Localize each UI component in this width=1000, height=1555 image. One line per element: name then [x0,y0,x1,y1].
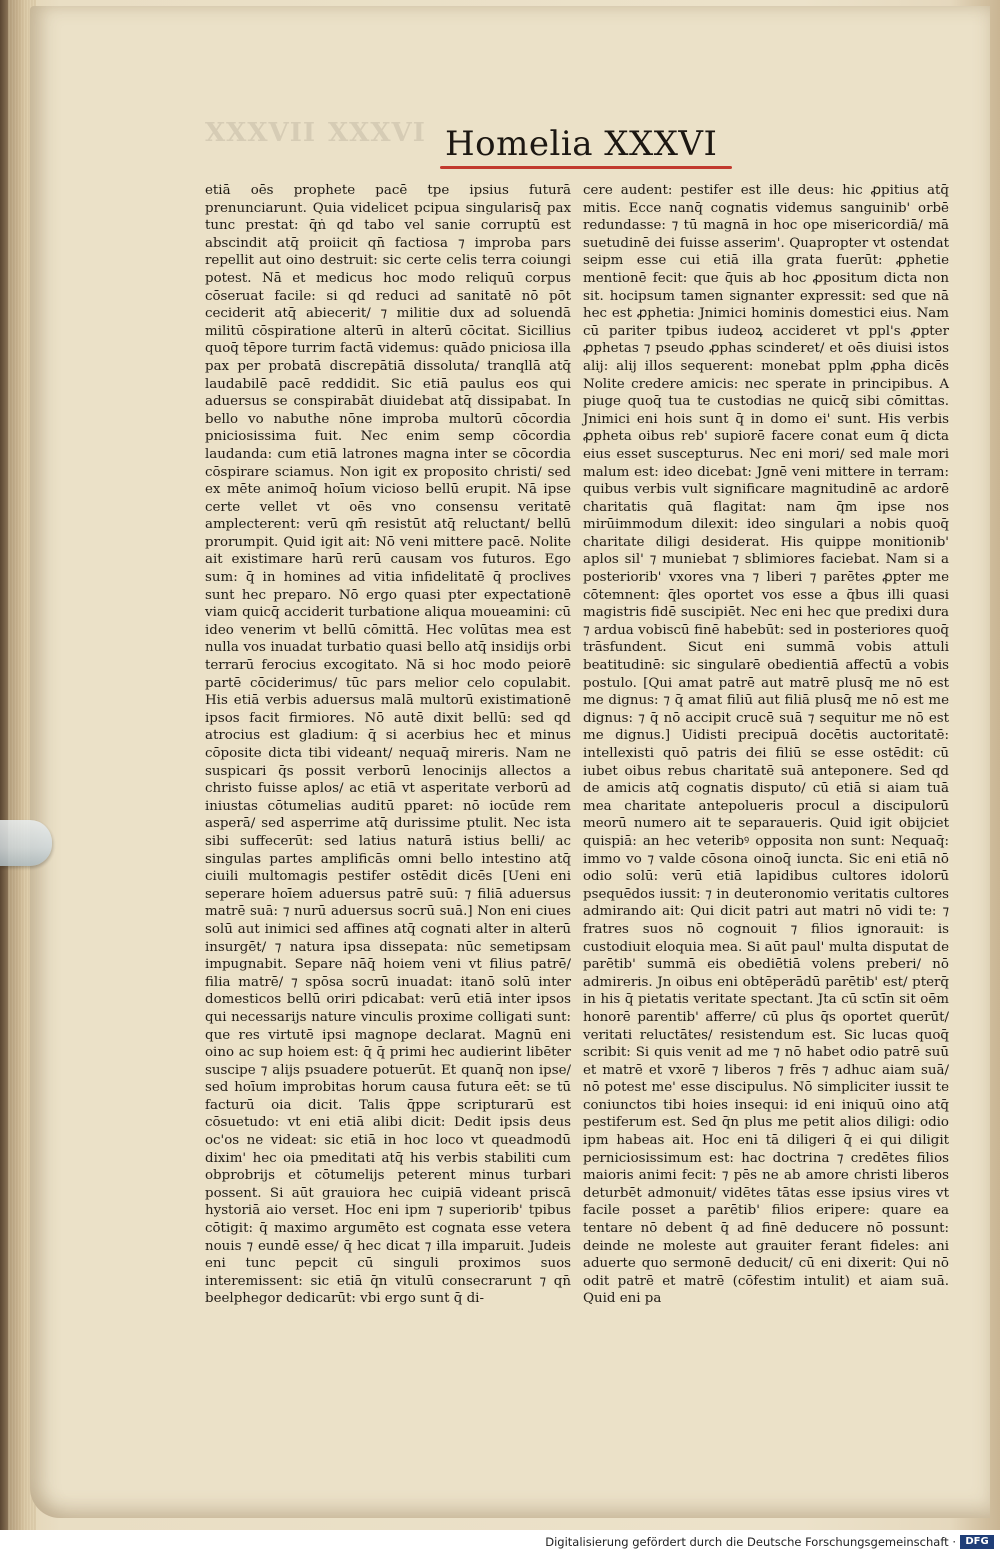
text-column-right [583,182,949,1307]
footer-bar [0,1530,1000,1555]
heading-red-underline [440,166,732,169]
text-column-left [205,182,571,1307]
show-through-text-left: XXXVII [205,118,317,148]
page-heading: Homelia XXXVI [445,124,718,164]
show-through-text-right: XXXVI [328,118,426,148]
column-right-text: cere audent: pestifer est ille deus: hic ꝓpitius atq̄ mitis. Ecce nanq̄ cognatis videmus sanguinib' orbē redundasse: ⁊ tū magnā in hoc ope misericordiā/ mā suetudinē dei fuisse asserim'. Quapropter vt ostendat seipm esse cui etiā illa grata fuerūt: ꝓphetie mentionē fecit: que q̄uis ab hoc ꝓpositum dicta non sit. hocipsum tamen signanter expressit: sed que nā hec est ꝓphetia: Jnimici hominis domestici eius. Nam cū pariter tpibus iudeoꝝ accideret vt ppl's ꝓpter ꝓphetas ⁊ pseudo ꝓphas scinderet/ et oēs diuisi istos alij: alij illos sequerent: monebat pplm ꝓpha dicēs Nolite credere amicis: nec sperate in principibus. A piuge quoq̄ tua te custodias ne quicq̄ sibi cōmittas. Jnimici eni hois sunt q̄ in domo ei' sunt. His verbis ꝓpheta oibus reb' supiorē facere conat eum q̄ dicta eius esset suscepturus. Nec eni mori/ sed male mori malum est: ideo dicebat: Jgnē veni mittere in terram: quibus verbis vult significare magnitudinē ac ardorē charitatis quā flagitat: nam q̄m ipse nos mirūimmodum dilexit: ideo singulari a nobis quoq̄ charitate diligi desiderat. His quippe monitionib' aplos sil' ⁊ muniebat ⁊ sblimiores faciebat. Nam si a posteriorib' vxores vna ⁊ liberi ⁊ parētes ꝓpter me cōtemnent: q̄les oportet vos esse a q̄bus illi quasi magistris fidē suscipiēt. Nec eni hec que predixi dura ⁊ ardua vobiscū finē habebūt: sed in posteriores quoq̄ trāsfundent. Sicut eni summā vobis attuli beatitudinē: sic singularē obedientiā affectū a vobis postulo. [Qui amat patrē aut matrē plusq̄ me nō est me dignus: ⁊ q̄ amat filiū aut filiā plusq̄ me nō est me dignus: ⁊ q̄ nō accipit crucē suā ⁊ sequitur me nō est me dignus.] Uidisti precipuā docētis auctoritatē: intellexisti quō patris dei filiū se esse ostēdit: cū iubet oibus rebus charitatē suā anteponere. Sed qd de amicis atq̄ cognatis disputo/ cū etiā si aiam tuā mea charitate antepolueris procul a discipulorū meorū numero ait te separaueris. Quid igit obijciet quispiā: an hec veteribꝰ opposita non sunt: Nequaq̄: immo vo ⁊ valde cōsona oinoq̄ iuncta. Sic eni etiā nō odio solū: verū etiā lapidibus cultores idolorū psequēdos iussit: ⁊ in deuteronomio veritatis cultores admirando ait: Qui dicit patri aut matri nō vidi te: ⁊ fratres suos nō cognouit ⁊ filios ignorauit: is custodiuit eloquia mea. Si aūt paul' multa disputat de parētib' summā eis obediētiā volens preberi/ nō admireris. Jn oibus eni obtēperādū parētib' est/ pterq̄ in his q̄ pietatis veritate spectant. Jta cū sctīn sit oēm honorē parentib' afferre/ cū plus q̄s oportet querūt/ veritati reluctātes/ resistendum est. Sic lucas quoq̄ scribit: Si quis venit ad me ⁊ nō habet odio patrē suū et matrē et vxorē ⁊ liberos ⁊ frēs ⁊ adhuc aiam suā/ nō potest me' esse discipulus. Nō simpliciter iussit te coniunctos tibi hoies insequi: id eni iniquū oino atq̄ pestiferum est. Sed q̄n plus me petit alios diligi: odio ipm habeas ait. Hoc eni tā diligeri q̄ ei qui diligit perniciosissimum est: hac doctrina ⁊ credētes filios maioris animi fecit: ⁊ pēs ne ab amore christi liberos deturbēt admonuit/ vidētes tātas esse ipsius vires vt facile posset a parētib' filios eripere: quare ea tentare nō debent q̄ ad finē deducere nō possunt: deinde ne moleste aut grauiter ferant fideles: ani aduerte quo sermonē deducit/ cū eni dixerit: Qui nō odit patrē et matrē (cōfestim intulit) et aiam suā. Quid eni pa [583,183,949,1307]
funding-credit: Digitalisierung gefördert durch die Deutsche Forschungsgemeinschaft · [545,1535,956,1549]
column-left-text: etiā oēs prophete pacē tpe ipsius futurā prenunciarunt. Quia videlicet pcipua singularisq̄ pax tunc prestat: q̄ṅ qd tabo vel sanie corruptū est abscindit atq̄ proiicit qn̄ factiosa ⁊ improba pars repellit aut oino destruit: sic certe celis terra coiungi potest. Nā et medicus hoc modo reliquū corpus cōseruat facile: si qd reduci ad sanitatē nō pōt ceciderit atq̄ abiecerit/ ⁊ militie dux ad soluendā militū cōspiratione alterū in alterū cōcitat. Sicillius quoq̄ tēpore turrim factā videmus: quādo pniciosa illa pax per probatā discrepātiā dissoluta/ tranqllā atq̄ laudabilē pacē reddidit. Sic etiā paulus eos qui aduersus se conspirabāt diuidebat atq̄ dissipabat. In bello vo nabuthe nōne improba multorū cōcordia pniciosissima fuit. Nec enim semp cōcordia laudanda: cum etiā latrones magna inter se cōcordia cōspirare sciamus. Non igit ex proposito christi/ sed ex mēte animoq̄ hoīum vicioso bellū erupit. Nā ipse certe vellet vt oēs vno consensu veritatē amplecterent: verū qm̄ resistūt atq̄ reluctant/ bellū prorumpit. Quid igit ait: Nō veni mittere pacē. Nolite ait existimare harū rerū causam vos futuros. Ego sum: q̄ in homines ad vitia infidelitatē q̄ proclives sunt hec preparo. Nō ergo quasi pter expectationē viam quicq̄ acciderit turbatione aliqua moueamini: cū ideo venerim vt bellū cōmittā. Hec volūtas mea est nulla vos inuadat turbatio quasi bello atq̄ insidijs orbi terrarū ferocius excogitato. Nā si hoc modo peiorē partē cōciderimus/ tūc pars melior celo copulabit. His etiā verbis aduersus malā multorū existimationē ipsos facit firmiores. Nō autē dixit bellū: sed qd atrocius est gladium: q̄ si acerbius hec et minus cōposite dicta tibi videant/ nequaq̄ mireris. Nam ne suspicari q̄s possit verborū lenocinijs allectos a christo fuisse aplos/ ac etiā vt asperitate verborū ad iniustas cōtumelias auditū pparet: nō iocūde rem asperā/ sed asperrime atq̄ durissime ptulit. Nec ista sibi suffecerūt: sed latius naturā istius belli/ ac singulas partes amplificās omni bello intestino atq̄ ciuili multomagis pestifer ostēdit dicēs [Ueni eni seperare hoīem aduersus patrē suū: ⁊ filiā aduersus matrē suā: ⁊ nurū aduersus socrū suā.] Non eni ciues solū aut inimici sed affines atq̄ cognati alter in alterū insurgēt/ ⁊ natura ipsa dissepata: nūc semetipsam impugnabit. Separe nāq̄ hoiem veni vt filius patrē/ filia matrē/ ⁊ spōsa socrū inuadat: itanō solū inter domesticos bellū oriri pdicabat: verū etiā inter ipsos qui necessarijs nature vinculis proxime colligati sunt: que res virtutē ipsi magnope declarat. Magnū eni oino ac sup hoiem est: q̄ q̄ primi hec audierint libēter suscipe ⁊ alijs psuadere potuerūt. Et quanq̄ non ipse/ sed hoīum improbitas horum causa futura eēt: se tū facturū oia dicit. Talis q̄ppe scripturarū est cōsuetudo: vt eni etiā alibi dicit: Dedit ipsis deus oc'os ne videat: sic etiā in hoc loco vt queadmodū dixim' hec oia pmeditati atq̄ his verbis stabiliti cum obprobrijs et cōtumelijs peterent minus turbari possent. Si aūt grauiora hec cuipiā videant priscā hystoriā aio verset. Hoc eni ipm ⁊ superiorib' tpibus cōtigit: q̄ maximo argumēto est cognata esse vetera nouis ⁊ eundē esse/ q̄ hec dicat ⁊ illa imparuit. Judeis eni tunc pepcit cū singuli proximos suos interemissent: sic etiā q̄n vitulū consecrarunt ⁊ qn̄ beelphegor dedicarūt: vbi ergo sunt q̄ di- [205,183,571,1307]
page-clip [0,820,52,866]
dfg-logo: DFG [960,1535,994,1549]
